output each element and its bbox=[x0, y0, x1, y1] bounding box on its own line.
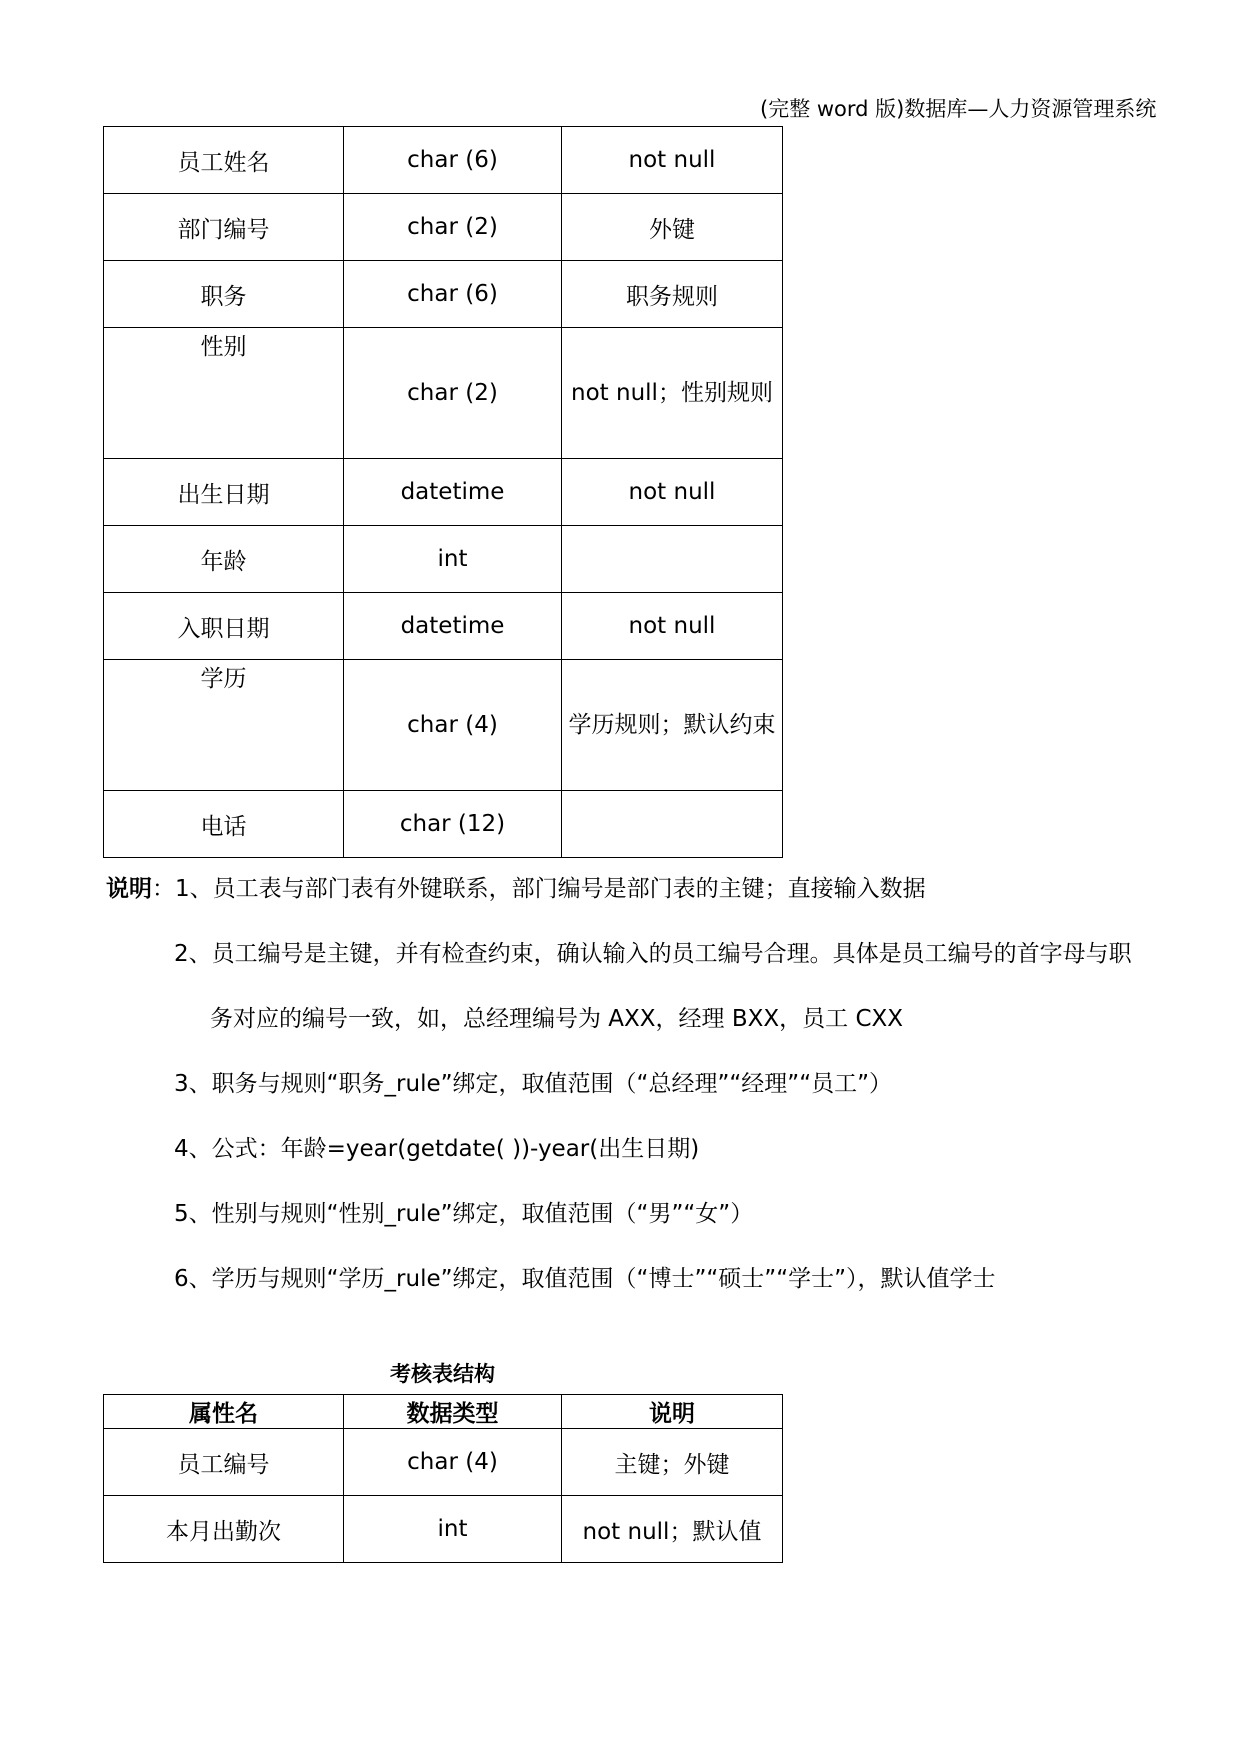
description-cell: not null；性别规则 bbox=[562, 328, 783, 459]
attr-name-cell: 年龄 bbox=[104, 526, 344, 593]
table-row bbox=[104, 1429, 783, 1496]
table-row bbox=[104, 791, 783, 858]
employee-table bbox=[103, 126, 783, 858]
note-item: 3、职务与规则“职务_rule”绑定，取值范围（“总经理”“经理”“员工”） bbox=[174, 1071, 893, 1097]
notes-section bbox=[106, 870, 1196, 1325]
description-cell: 主键；外键 bbox=[562, 1429, 783, 1496]
table-row bbox=[104, 328, 783, 459]
attr-name-cell: 本月出勤次 bbox=[104, 1496, 344, 1563]
note-text: ：1、员工表与部门表有外键联系，部门编号是部门表的主键；直接输入数据 bbox=[152, 876, 926, 902]
data-type-cell: char (6) bbox=[344, 127, 562, 194]
table-row bbox=[104, 261, 783, 328]
note-item-continuation: 务对应的编号一致，如，总经理编号为 AXX，经理 BXX，员工 CXX bbox=[210, 1006, 904, 1032]
attr-name-cell: 性别 bbox=[104, 328, 344, 459]
page-header-title: (完整 word 版)数据库—人力资源管理系统 bbox=[760, 97, 1157, 121]
note-item: 4、公式：年龄=year(getdate( ))-year(出生日期) bbox=[174, 1136, 700, 1162]
data-type-cell: datetime bbox=[344, 459, 562, 526]
data-type-cell: int bbox=[344, 1496, 562, 1563]
table-row bbox=[104, 593, 783, 660]
note-item: 2、员工编号是主键，并有检查约束，确认输入的员工编号合理。具体是员工编号的首字母与职 bbox=[174, 941, 1132, 967]
table-row bbox=[104, 1496, 783, 1563]
table-row bbox=[104, 526, 783, 593]
attr-name-cell: 入职日期 bbox=[104, 593, 344, 660]
note-item: 5、性别与规则“性别_rule”绑定，取值范围（“男”“女”） bbox=[174, 1201, 754, 1227]
description-cell: 职务规则 bbox=[562, 261, 783, 328]
table-header-row bbox=[104, 1395, 783, 1429]
table-row bbox=[104, 194, 783, 261]
table-row bbox=[104, 127, 783, 194]
data-type-cell: char (2) bbox=[344, 328, 562, 459]
data-type-cell: char (6) bbox=[344, 261, 562, 328]
description-cell: not null bbox=[562, 127, 783, 194]
description-cell: not null bbox=[562, 593, 783, 660]
notes-label: 说明 bbox=[106, 876, 152, 902]
assessment-table bbox=[103, 1394, 783, 1563]
data-type-cell: char (4) bbox=[344, 1429, 562, 1496]
description-cell bbox=[562, 791, 783, 858]
column-header: 属性名 bbox=[104, 1395, 344, 1429]
attr-name-cell: 职务 bbox=[104, 261, 344, 328]
attr-name-cell: 学历 bbox=[104, 660, 344, 791]
table-row bbox=[104, 660, 783, 791]
description-cell bbox=[562, 526, 783, 593]
description-cell: not null；默认值 bbox=[562, 1496, 783, 1563]
attr-name-cell: 出生日期 bbox=[104, 459, 344, 526]
table-row bbox=[104, 459, 783, 526]
description-cell: 外键 bbox=[562, 194, 783, 261]
description-cell: not null bbox=[562, 459, 783, 526]
data-type-cell: int bbox=[344, 526, 562, 593]
table-caption: 考核表结构 bbox=[390, 1362, 495, 1386]
column-header: 数据类型 bbox=[344, 1395, 562, 1429]
attr-name-cell: 部门编号 bbox=[104, 194, 344, 261]
column-header: 说明 bbox=[562, 1395, 783, 1429]
data-type-cell: char (4) bbox=[344, 660, 562, 791]
attr-name-cell: 员工编号 bbox=[104, 1429, 344, 1496]
attr-name-cell: 电话 bbox=[104, 791, 344, 858]
data-type-cell: char (12) bbox=[344, 791, 562, 858]
attr-name-cell: 员工姓名 bbox=[104, 127, 344, 194]
data-type-cell: char (2) bbox=[344, 194, 562, 261]
description-cell: 学历规则；默认约束 bbox=[562, 660, 783, 791]
note-item: 6、学历与规则“学历_rule”绑定，取值范围（“博士”“硕士”“学士”），默认值学士 bbox=[174, 1266, 996, 1292]
data-type-cell: datetime bbox=[344, 593, 562, 660]
note-item bbox=[106, 870, 1196, 935]
